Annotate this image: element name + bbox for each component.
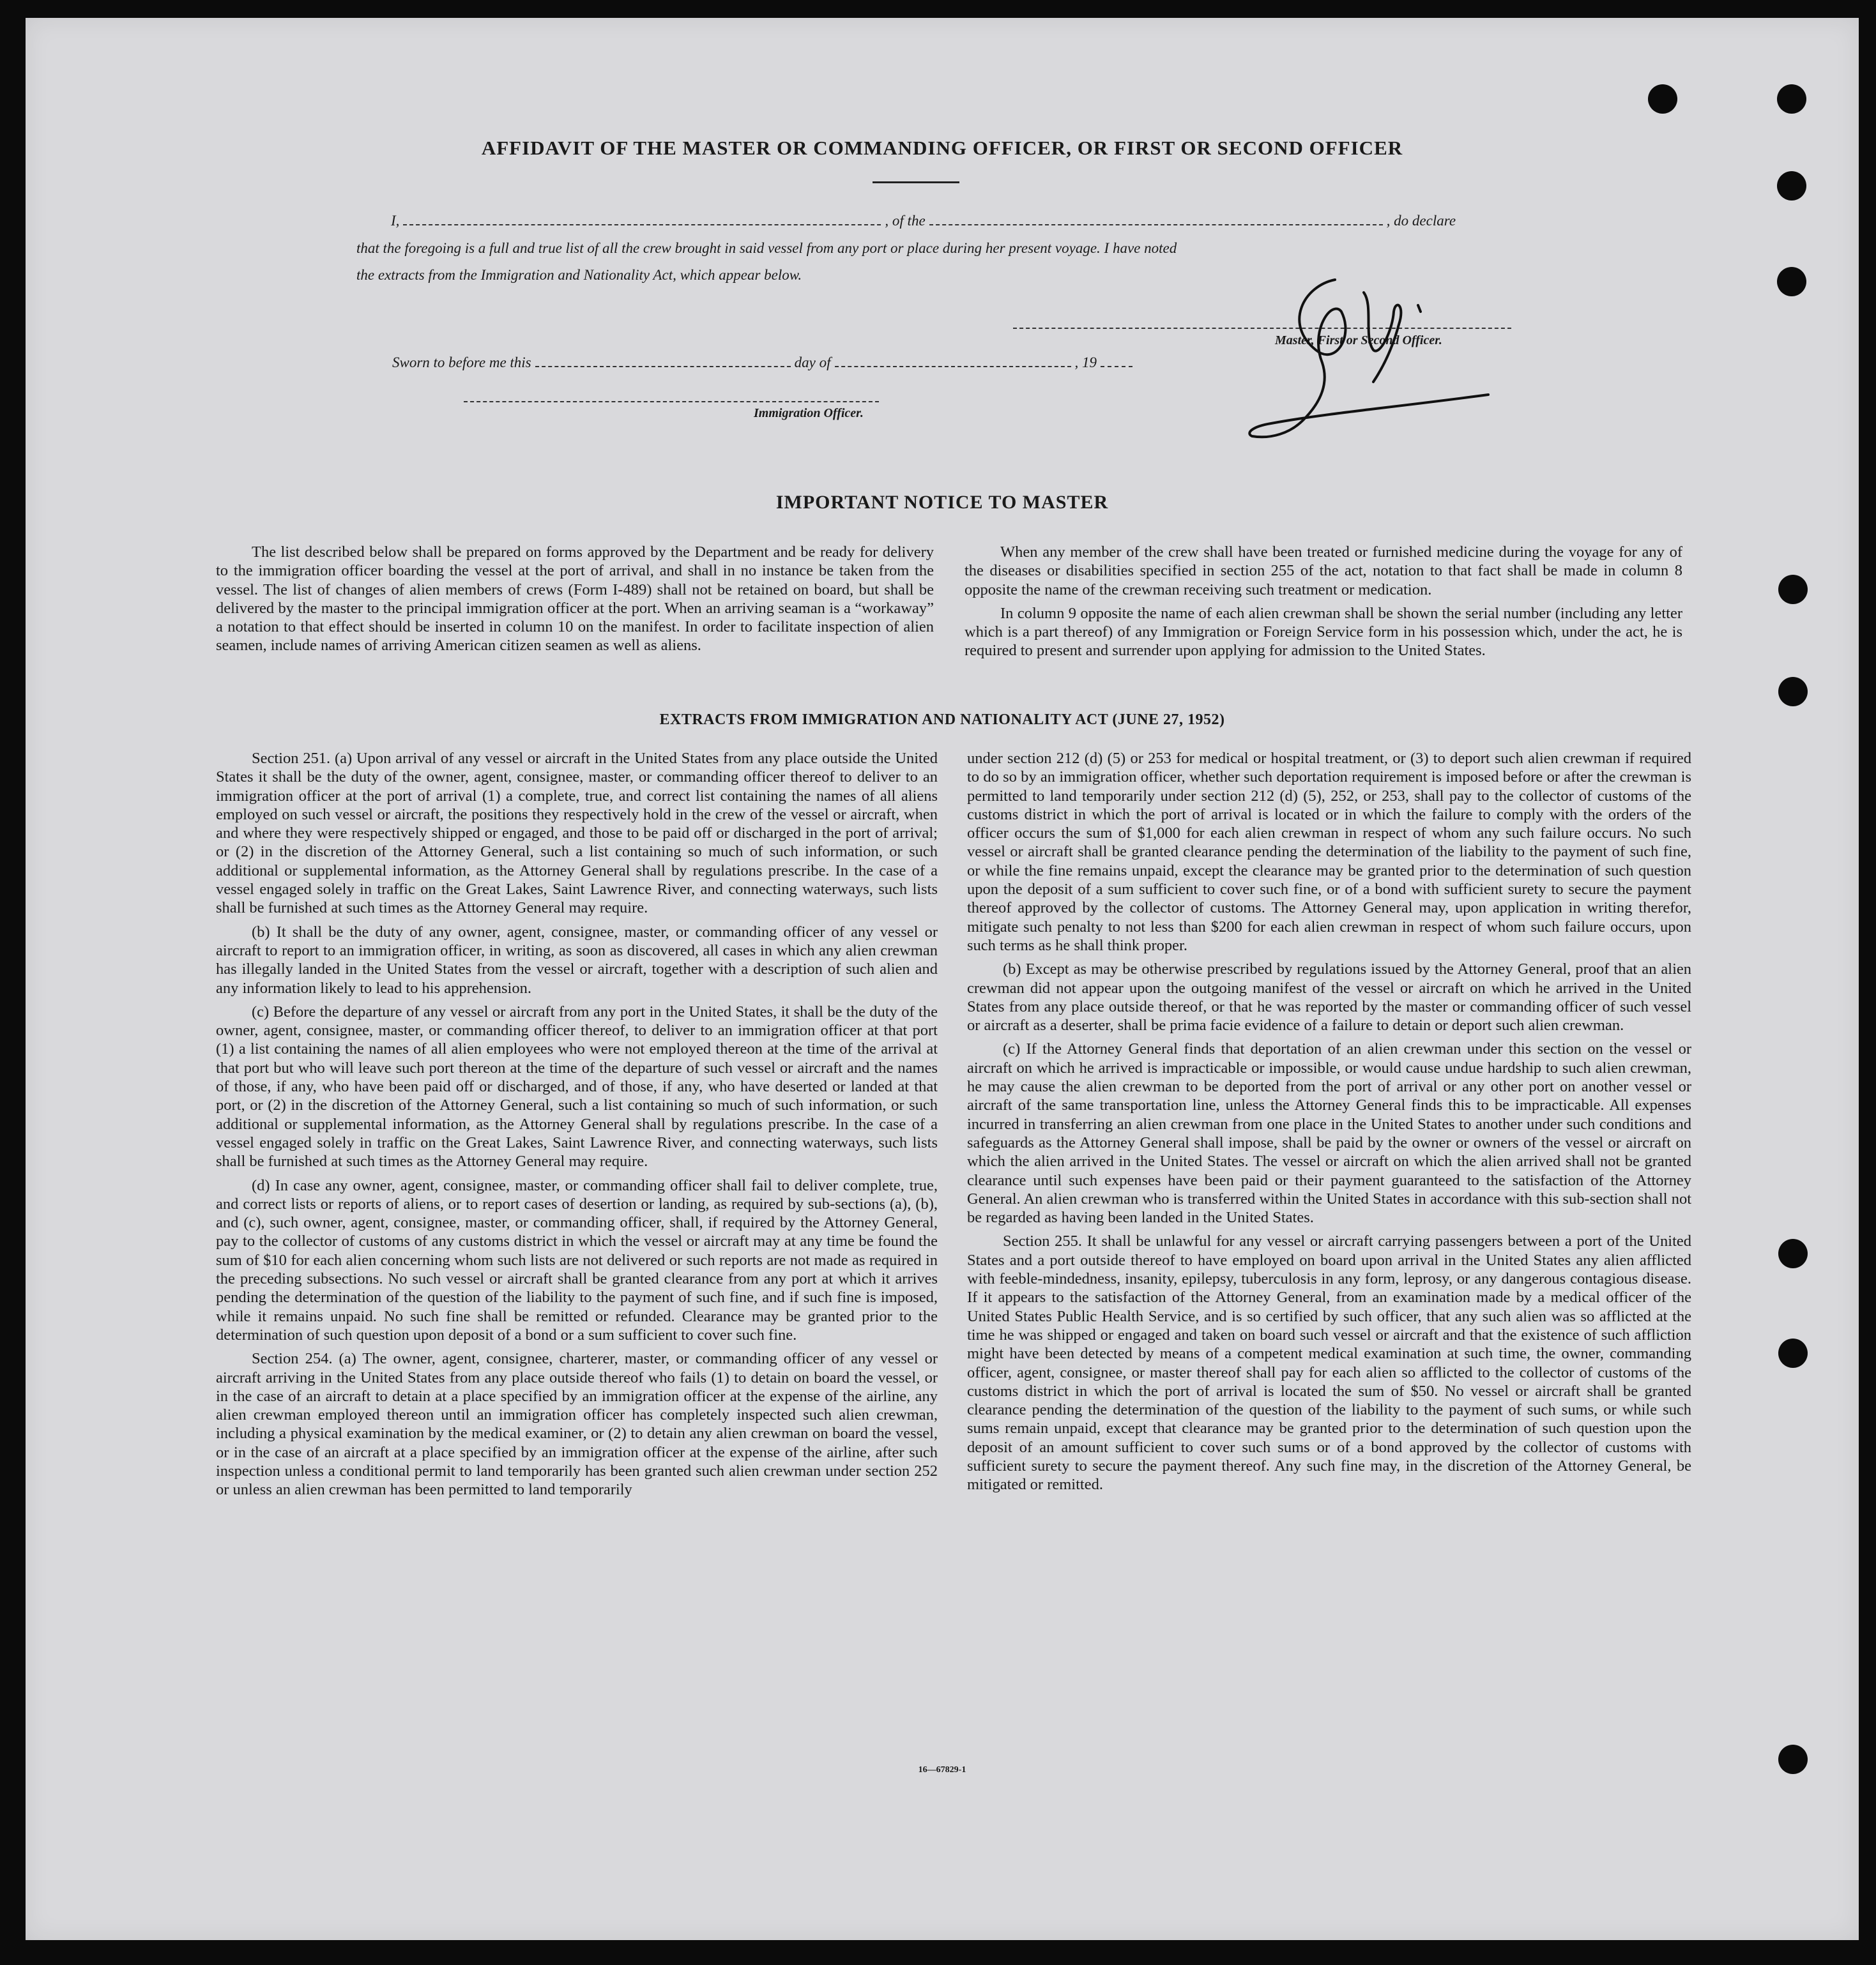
punch-hole <box>1648 84 1677 114</box>
extract-paragraph: (b) Except as may be otherwise prescribed by regulations issued by the Attorney General, proof that an alien crewman did not appear upon the outgoing manifest of the vessel or aircraft on which he arrived in the United States from any place outside thereof, or that he was reported by the master or commanding officer of such vessel or aircraft as a deserter, shall be prima facie evidence of a failure to detain or deport such alien crewman. <box>967 960 1691 1035</box>
notice-paragraph: The list described below shall be prepared on forms approved by the Department and be ready for delivery to the immigration officer boarding the vessel at the port of arrival, and shall in no instance be taken from the vessel. The list of changes of alien members of crews (Form I-489) shall not be retained on board, but shall be delivered by the master to the principal immigration officer at the port. When an arriving seaman is a “workaway” a notation to that effect should be inserted in column 10 on the manifest. In order to facilitate inspection of alien seamen, include names of arriving American citizen seamen as well as aliens. <box>216 543 934 655</box>
affidavit-title: AFFIDAVIT OF THE MASTER OR COMMANDING OFFICER, OR FIRST OR SECOND OFFICER <box>481 137 1403 159</box>
immigration-officer-caption: Immigration Officer. <box>754 406 864 420</box>
master-name-field[interactable] <box>403 215 881 225</box>
extract-paragraph: Section 254. (a) The owner, agent, consignee, charterer, master, or commanding officer of any vessel or aircraft arriving in the United States from any place outside thereof who fails (1) to detain on board the vessel, or in the case of an aircraft to detain at a place specified by an immigration officer at the expense of the airline, any alien crewman employed thereon until an immigration officer has completely inspected such alien crewman, including a physical examination by the medical examiner, or (2) to detain any alien crewman on board the vessel, or in the case of an aircraft at a place specified by an immigration officer at the expense of the airline, after such inspection unless a conditional permit to land temporarily has been granted such alien crewman under section 252 or unless an alien crewman has been permitted to land temporarily <box>216 1350 938 1499</box>
handwritten-signature <box>1226 254 1495 446</box>
declaration-of-the: , of the <box>885 213 926 229</box>
sworn-date-field[interactable] <box>535 357 791 367</box>
extract-paragraph: Section 251. (a) Upon arrival of any vessel or aircraft in the United States from any place outside the United States it shall be the duty of the owner, agent, consignee, master, or commanding officer thereof to deliver to an immigration officer at the port of arrival (1) a complete, true, and correct list containing the names of all aliens employed on such vessel or aircraft, the positions they respectively hold in the crew of the vessel or aircraft, when and where they were respectively shipped or engaged, and those to be paid off or discharged in the port of arrival; or (2) in the discretion of the Attorney General, such a list containing so much of such information, or such additional or supplemental information, as the Attorney General shall by regulations prescribe. In the case of a vessel engaged solely in traffic on the Great Lakes, Saint Lawrence River, and connecting waterways, such lists shall be furnished at such times as the Attorney General may require. <box>216 750 938 917</box>
sworn-month-field[interactable] <box>835 357 1071 367</box>
extract-paragraph: (c) Before the departure of any vessel or aircraft from any port in the United States, it shall be the duty of the owner, agent, consignee, master, or commanding officer thereof, to deliver to an immigration officer at that port (1) a list containing the names of all alien employees who were not employed thereon at the time of the arrival at that port but who will leave such port thereon at the time of the departure of such vessel or aircraft and the names of those, if any, who have been paid off or discharged, and of those, if any, who have deserted or landed at that port, or (2) in the discretion of the Attorney General, such a list containing so much of such information, or such additional or supplemental information, as the Attorney General shall by regulations prescribe. In the case of a vessel engaged solely in traffic on the Great Lakes, Saint Lawrence River, and connecting waterways, such lists shall be furnished at such times as the Attorney General may require. <box>216 1003 938 1171</box>
notice-paragraph: When any member of the crew shall have been treated or furnished medicine during the voyage for any of the diseases or disabilities specified in section 255 of the act, notation to that fact shall be made in column 8 opposite the name of the crewman receiving such treatment or medication. <box>965 543 1682 598</box>
vessel-name-field[interactable] <box>929 215 1383 225</box>
sworn-year-field[interactable] <box>1101 357 1132 367</box>
declaration-text: that the foregoing is a full and true list of all the crew brought in said vessel from any port or place during her present voyage. I have noted <box>356 240 1177 256</box>
document-page <box>26 18 1859 1940</box>
extract-paragraph: Section 255. It shall be unlawful for any vessel or aircraft carrying passengers between a port of the United States and a port outside thereof to have employed on board upon arrival in the United States any alien afflicted with feeble-mindedness, insanity, epilepsy, tuberculosis in any form, leprosy, or any dangerous contagious disease. If it appears to the satisfaction of the Attorney General, from an examination made by a medical officer of the United States Public Health Service, and is so certified by such officer, that any such alien was so afflicted at the time he was shipped or engaged and taken on board such vessel or aircraft and that the existence of such affliction might have been detected by means of a competent medical examination at such time, the owner, commanding officer, agent, consignee, or master thereof shall pay for each alien so afflicted to the collector of customs of the customs district in which the port of arrival is located the sum of $50. No vessel or aircraft shall be granted clearance pending the determination of the question of the liability to the payment of such sums, or while such sums remain unpaid, except that clearance may be granted prior to the determination of such question upon the deposit of an amount sufficient to cover such sums or of a bond approved by the collector of customs with sufficient surety to secure the payment thereof. Any such fine may, in the discretion of the Attorney General, be mitigated or remitted. <box>967 1233 1691 1494</box>
declaration-text-2: the extracts from the Immigration and Nationality Act, which appear below. <box>356 267 802 283</box>
punch-hole <box>1777 267 1806 296</box>
sworn-text: Sworn to before me this <box>392 354 531 370</box>
year-text: , 19 <box>1074 354 1097 370</box>
notice-left-column <box>216 543 934 660</box>
declaration-i: I, <box>391 213 400 229</box>
extracts-title: EXTRACTS FROM IMMIGRATION AND NATIONALITY ACT (JUNE 27, 1952) <box>659 711 1225 728</box>
notice-paragraph: In column 9 opposite the name of each alien crewman shall be shown the serial number (including any letter which is a part thereof) of any Immigration or Foreign Service form in his possession which, under the act, he is required to present and surrender upon applying for admission to the United States. <box>965 604 1682 660</box>
punch-hole <box>1778 677 1808 706</box>
immigration-officer-line[interactable] <box>464 401 879 402</box>
punch-hole <box>1777 84 1806 114</box>
form-number: 16—67829-1 <box>918 1765 966 1775</box>
punch-hole <box>1778 1239 1808 1268</box>
extract-paragraph: under section 212 (d) (5) or 253 for medical or hospital treatment, or (3) to deport such alien crewman if required to do so by an immigration officer, whether such deportation requirement is imposed before or after the crewman is permitted to land temporarily under section 212 (d) (5), 252, or 253, shall pay to the collector of customs of the customs district in which the port of arrival is located or in which the failure to comply with the orders of the officer occurs the sum of $1,000 for each alien crewman in respect of whom any such failure occurs. No such vessel or aircraft shall be granted clearance pending the determination of the liability to the payment of such fine, or while the fine remains unpaid, except the clearance may be granted prior to the determination of such question upon the deposit of a sum sufficient to cover such fine, or of a bond with sufficient surety to secure the payment thereof approved by the collector of customs. The Attorney General may, upon application in writing therefor, mitigate such penalty to not less than $200 for each alien crewman in respect of whom such failure occurs, upon such terms as he shall think proper. <box>967 750 1691 954</box>
extracts-right-column <box>967 749 1691 1499</box>
punch-hole <box>1777 171 1806 201</box>
declaration-do-declare: , do declare <box>1386 213 1456 229</box>
declaration-line <box>391 213 1456 229</box>
extract-paragraph: (b) It shall be the duty of any owner, agent, consignee, master, or commanding officer of any vessel or aircraft to report to an immigration officer, in writing, as soon as discovered, all cases in which any alien crewman has illegally landed in the United States from the vessel or aircraft, together with a description of such alien and any information likely to lead to his apprehension. <box>216 923 938 997</box>
day-of-text: day of <box>794 354 831 370</box>
title-divider <box>873 181 959 183</box>
notice-right-column <box>965 543 1682 665</box>
extract-paragraph: (d) In case any owner, agent, consignee, master, or commanding officer shall fail to deliver complete, true, and correct lists or reports of aliens, or to report cases of desertion or landing, as required by sub-sections (a), (b), and (c), such owner, agent, consignee, master, or commanding officer, shall, if required by the Attorney General, pay to the collector of customs of any customs district in which the vessel or aircraft may at any time be found the sum of $10 for each alien concerning whom such lists are not delivered or such reports are not made as required in the preceding subsections. No such vessel or aircraft shall be granted clearance from any port at which it arrives pending the determination of the question of the liability to the payment of such fine, and if such fine is imposed, while it remains unpaid. No such fine shall be remitted or refunded. Clearance may be granted prior to the determination of such question upon deposit of a bond or a sum sufficient to cover such fine. <box>216 1176 938 1344</box>
punch-hole <box>1778 575 1808 604</box>
notice-title: IMPORTANT NOTICE TO MASTER <box>775 492 1109 513</box>
extract-paragraph: (c) If the Attorney General finds that deportation of an alien crewman under this section on the vessel or aircraft on which he arrived is impracticable or impossible, or would cause undue hardship to such alien crewman, he may cause the alien crewman to be deported from the port of arrival or any other port on another vessel or aircraft of the same transportation line, unless the Attorney General finds this to be impracticable. All expenses incurred in transferring an alien crewman from one place in the United States to another under such conditions and safeguards as the Attorney General shall impose, shall be paid by the owner or owners of the vessel or aircraft on which the alien arrived in the United States. The vessel or aircraft on which the alien arrived shall not be granted clearance until such expenses have been paid or their payment guaranteed to the satisfaction of the Attorney General. An alien crewman who is transferred within the United States in accordance with this sub-section shall not be regarded as having been landed in the United States. <box>967 1040 1691 1227</box>
sworn-line <box>392 354 1136 371</box>
punch-hole <box>1778 1339 1808 1368</box>
signature-caption: Master, First or Second Officer. <box>1275 333 1442 347</box>
extracts-left-column <box>216 749 938 1505</box>
